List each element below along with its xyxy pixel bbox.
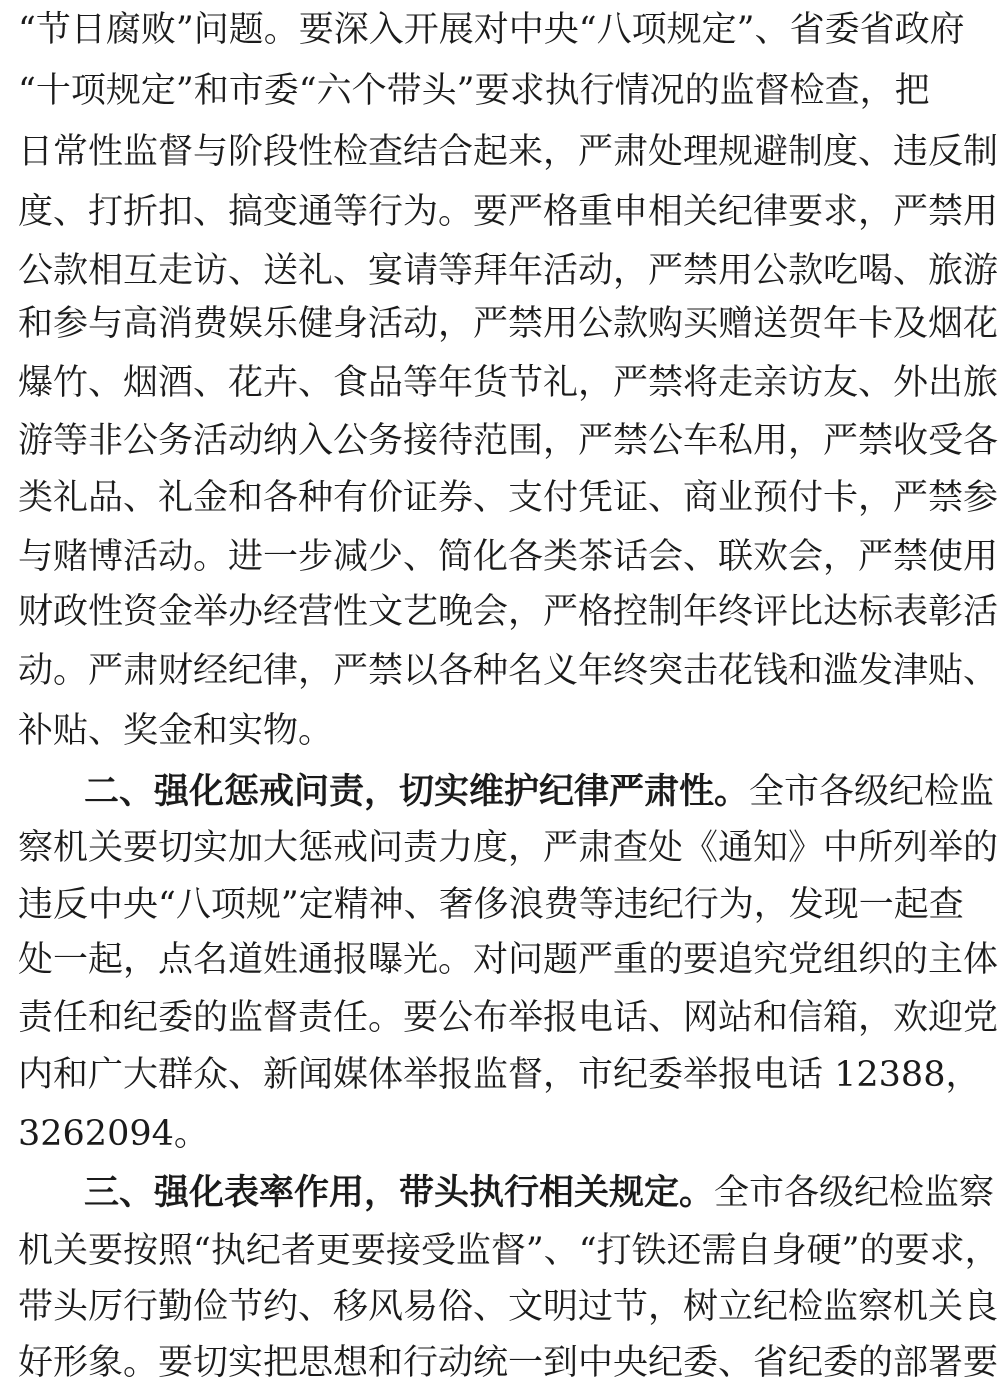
text-line: 游等非公务活动纳入公务接待范围，严禁公车私用，严禁收受各: [18, 421, 999, 461]
section-2-heading: 二、强化惩戒问责，切实维护纪律严肃性。: [84, 772, 750, 812]
text-line: 公款相互走访、送礼、宴请等拜年活动，严禁用公款吃喝、旅游: [18, 251, 999, 291]
section-2-first-line: [84, 764, 995, 820]
text-line: 违反中央“八项规”定精神、奢侈浪费等违纪行为，发现一起查: [18, 885, 964, 925]
text-line: 爆竹、烟酒、花卉、食品等年货节礼，严禁将走亲访友、外出旅: [18, 363, 999, 403]
text-line: 责任和纪委的监督责任。要公布举报电话、网站和信箱，欢迎党: [18, 998, 999, 1038]
text-line: 3262094。: [18, 1114, 209, 1154]
text-line: 处一起，点名道姓通报曝光。对问题严重的要追究党组织的主体: [18, 940, 999, 980]
text-line: 类礼品、礼金和各种有价证券、支付凭证、商业预付卡，严禁参: [18, 478, 999, 518]
text-line: 日常性监督与阶段性检查结合起来，严肃处理规避制度、违反制: [18, 132, 999, 172]
text-line: 内和广大群众、新闻媒体举报监督，市纪委举报电话 12388，: [18, 1055, 981, 1095]
text-line: 和参与高消费娱乐健身活动，严禁用公款购买赠送贺年卡及烟花: [18, 304, 999, 344]
text-line: 机关要按照“执纪者更要接受监督”、“打铁还需自身硬”的要求，: [18, 1231, 1000, 1271]
section-3-first-line: [84, 1165, 995, 1221]
text-line: 财政性资金举办经营性文艺晚会，严格控制年终评比达标表彰活: [18, 592, 999, 632]
text-line: 补贴、奖金和实物。: [18, 711, 334, 751]
text-line: 动。严肃财经纪律，严禁以各种名义年终突击花钱和滥发津贴、: [18, 651, 999, 691]
text-line: “十项规定”和市委“六个带头”要求执行情况的监督检查，把: [18, 71, 930, 111]
text-line: 与赌博活动。进一步减少、简化各类茶话会、联欢会，严禁使用: [18, 537, 999, 577]
text-line: 好形象。要切实把思想和行动统一到中央纪委、省纪委的部署要: [18, 1343, 999, 1383]
section-3-first-line-text: 全市各级纪检监察: [714, 1173, 995, 1213]
text-line: 察机关要切实加大惩戒问责力度，严肃查处《通知》中所列举的: [18, 828, 999, 868]
text-line: 带头厉行勤俭节约、移风易俗、文明过节，树立纪检监察机关良: [18, 1287, 999, 1327]
section-2-first-line-text: 全市各级纪检监: [749, 772, 995, 812]
text-line: “节日腐败”问题。要深入开展对中央“八项规定”、省委省政府: [18, 10, 965, 50]
section-3-heading: 三、强化表率作用，带头执行相关规定。: [84, 1173, 715, 1213]
text-line: 度、打折扣、搞变通等行为。要严格重申相关纪律要求，严禁用: [18, 192, 999, 232]
